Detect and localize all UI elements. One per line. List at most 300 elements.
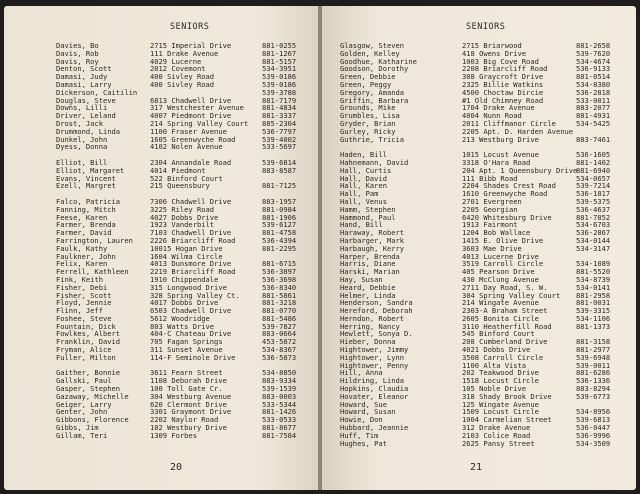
- right-page: [322, 6, 636, 490]
- student-address: 4014 Piedmont: [150, 165, 206, 175]
- student-address: 311 Sunset Avenue: [150, 345, 223, 355]
- student-address: 6503 Chadwell Drive: [150, 306, 232, 316]
- student-address: 2205 Georgian: [462, 204, 518, 214]
- yearbook-spread: [4, 6, 636, 490]
- student-address: 2226 Briarcliff Road: [150, 235, 236, 245]
- student-phone: 883-0664: [262, 329, 297, 339]
- student-address: 2103 Colice Road: [462, 430, 531, 440]
- student-phone: 881-0514: [576, 72, 611, 82]
- student-address: 1518 Locust Circle: [462, 376, 539, 386]
- student-phone: 881-0770: [262, 306, 297, 316]
- student-name: Douglas, Steve: [56, 95, 116, 105]
- student-name: Fowlkes, Albert: [56, 329, 121, 339]
- student-address: 214 Spring Valley Court: [150, 118, 249, 128]
- directory-list: [322, 42, 636, 447]
- student-phone: 881-4834: [262, 103, 297, 113]
- student-address: 204 Apt. 1 Queensbury Drive: [462, 165, 578, 175]
- student-phone: 536-8340: [262, 282, 297, 292]
- student-phone: 534-3951: [262, 64, 297, 74]
- student-phone: 881-0255: [262, 41, 297, 50]
- student-phone: 536-4394: [262, 235, 297, 245]
- student-phone: 881-1267: [262, 48, 297, 58]
- student-name: Hightower, Penny: [340, 360, 409, 370]
- student-name: Farmer, Brenda: [56, 220, 116, 230]
- student-phone: 533-0533: [262, 415, 297, 425]
- student-address: 2205 Apt. D. Harden Avenue: [462, 126, 574, 136]
- student-address: 125 Wingate Avenue: [462, 399, 539, 409]
- student-address: 3318 O'Hara Road: [462, 157, 531, 167]
- student-phone: 533-5344: [262, 399, 297, 409]
- student-name: Herring, Nancy: [340, 321, 400, 331]
- student-phone: 881-1426: [262, 407, 297, 417]
- student-address: 4500 Choctaw Dircie: [462, 87, 544, 97]
- student-name: Harbarger, Mark: [340, 235, 405, 245]
- student-name: Genter, John: [56, 407, 108, 417]
- student-name: Hildring, Linda: [340, 376, 405, 386]
- student-name: Fink, Keith: [56, 274, 103, 284]
- student-name: Hubbard, Jeannie: [340, 423, 409, 433]
- student-address: 215 Queensbury: [150, 181, 210, 191]
- student-name: Gibbons, Florence: [56, 415, 129, 425]
- directory-entry: [4, 354, 318, 362]
- student-phone: 539-6814: [262, 157, 297, 167]
- student-phone: 534-8956: [576, 407, 611, 417]
- student-address: 102 Westbury Drive: [150, 423, 227, 433]
- student-name: Felix, Karen: [56, 259, 108, 269]
- student-address: 4021 Dobbs Drive: [462, 345, 531, 355]
- student-address: 3603 Mae Drive: [462, 243, 522, 253]
- student-name: Hopkins, Claudia: [340, 384, 409, 394]
- student-name: Drummond, Linda: [56, 126, 121, 136]
- student-name: Feese, Karen: [56, 212, 108, 222]
- student-phone: 539-0186: [262, 79, 297, 89]
- student-address: 1003 Big Cove Road: [462, 56, 539, 66]
- student-name: Davis, Rob: [56, 48, 99, 58]
- student-phone: 534-5425: [576, 118, 611, 128]
- student-address: 315 Longwood Drive: [150, 282, 227, 292]
- student-phone: 534-1106: [576, 313, 611, 323]
- student-name: Hamm, Stephen: [340, 204, 396, 214]
- student-name: Hall, David: [340, 173, 387, 183]
- student-name: Herndon, Robert: [340, 313, 405, 323]
- student-name: Huff, Tim: [340, 430, 379, 440]
- student-address: 308 Graycroft Drive: [462, 72, 544, 82]
- student-phone: 881-5861: [262, 290, 297, 300]
- student-name: Davies, Bo: [56, 41, 99, 50]
- student-name: Hall, Venus: [340, 196, 387, 206]
- student-name: Harbaugh, Kerry: [340, 243, 405, 253]
- student-name: Golden, Kelley: [340, 48, 400, 58]
- student-name: Hahnemann, David: [340, 157, 409, 167]
- student-phone: 881-6940: [576, 165, 611, 175]
- student-phone: 881-1373: [576, 321, 611, 331]
- student-name: Guthrie, Tricia: [340, 134, 405, 144]
- student-phone: 881-4758: [262, 228, 297, 238]
- student-phone: 536-1817: [576, 189, 611, 199]
- directory-entry: [322, 136, 636, 144]
- student-name: Hightower, Lynn: [340, 352, 405, 362]
- student-phone: 536-1336: [576, 376, 611, 386]
- student-address: 4027 Dobbs Drive: [150, 212, 219, 222]
- student-name: Goodhue, Katharine: [340, 56, 417, 66]
- student-name: Foshee, Steve: [56, 313, 112, 323]
- student-phone: 534-8739: [576, 274, 611, 284]
- student-name: Dunkel, John: [56, 134, 108, 144]
- student-phone: 881-2977: [576, 345, 611, 355]
- student-phone: 883-2077: [576, 103, 611, 113]
- student-phone: 539-3788: [262, 87, 297, 97]
- student-phone: 534-0144: [576, 235, 611, 245]
- directory-entry: [4, 182, 318, 190]
- student-name: Damasi, Larry: [56, 79, 112, 89]
- student-name: Gibbs, Jim: [56, 423, 99, 433]
- student-phone: 533-5697: [262, 142, 297, 152]
- student-name: Elliot, Margaret: [56, 165, 125, 175]
- student-phone: 539-5375: [576, 196, 611, 206]
- left-page: [4, 6, 318, 490]
- student-phone: 881-5157: [262, 56, 297, 66]
- student-address: 1309 Forbes: [150, 430, 197, 440]
- student-name: Damasi, Judy: [56, 72, 108, 82]
- student-address: 2715 Imperial Drive: [150, 41, 232, 50]
- student-phone: 881-2958: [576, 290, 611, 300]
- student-phone: 536-9133: [576, 64, 611, 74]
- student-phone: 881-7125: [262, 181, 297, 191]
- student-phone: 533-0011: [576, 95, 611, 105]
- student-phone: 534-6703: [576, 220, 611, 230]
- student-name: Fuller, Milton: [56, 352, 116, 362]
- student-phone: 881-7179: [262, 95, 297, 105]
- student-address: 803 Watts Drive: [150, 321, 215, 331]
- student-address: 2304 Annandale Road: [150, 157, 232, 167]
- student-address: 4102 Nolen Avenue: [150, 142, 223, 152]
- student-address: 304 Spring Valley Court: [462, 290, 561, 300]
- student-name: Hall, Karen: [340, 181, 387, 191]
- student-address: 202 Teakwood Drive: [462, 368, 539, 378]
- student-name: Hammond, Paul: [340, 212, 396, 222]
- student-name: Haraway, Robert: [340, 228, 405, 238]
- student-name: Farmer, David: [56, 228, 112, 238]
- student-phone: 539-7827: [262, 321, 297, 331]
- student-phone: 534-3147: [576, 243, 611, 253]
- student-address: 4013 Dunsmore Drive: [150, 259, 232, 269]
- student-phone: 534-0657: [576, 173, 611, 183]
- student-name: Floyd, Jennie: [56, 298, 112, 308]
- student-name: Dyess, Donna: [56, 142, 108, 152]
- student-name: Hall, Pam: [340, 189, 379, 199]
- student-address: 1509 Locust Circle: [462, 407, 539, 417]
- student-address: 2605 Bonita Circle: [462, 313, 539, 323]
- student-phone: 539-3315: [576, 306, 611, 316]
- student-address: 2219 Briarcliff Road: [150, 267, 236, 277]
- student-address: 5612 Woodridge: [150, 313, 210, 323]
- student-address: 2012 Covemont: [150, 64, 206, 74]
- student-address: 100 Toll Gate Cr.: [150, 384, 223, 394]
- student-phone: 539-7214: [576, 181, 611, 191]
- student-name: Fanning, Mitch: [56, 204, 116, 214]
- student-phone: 883-0003: [262, 391, 297, 401]
- student-name: Evans, Vincent: [56, 173, 116, 183]
- student-name: Henderson, Sandra: [340, 298, 413, 308]
- student-phone: 536-9996: [576, 430, 611, 440]
- student-name: Gregory, Amanda: [340, 87, 405, 97]
- student-name: Geiger, Larry: [56, 399, 112, 409]
- student-name: Howard, Susan: [340, 407, 396, 417]
- student-phone: 881-7852: [576, 212, 611, 222]
- student-address: 2202 Naylor Road: [150, 415, 219, 425]
- student-address: 318 Shady Brook Drive: [462, 391, 552, 401]
- student-phone: 881-5486: [262, 313, 297, 323]
- student-address: 418 Owens Drive: [462, 48, 527, 58]
- student-phone: 881-4931: [576, 111, 611, 121]
- student-phone: 534-1089: [576, 259, 611, 269]
- student-address: 6420 Whitesburg Drive: [462, 212, 552, 222]
- student-address: #1 Old Chimney Road: [462, 95, 544, 105]
- student-address: 430 McClung Avenue: [462, 274, 539, 284]
- student-phone: 536-0447: [576, 423, 611, 433]
- student-phone: 883-9334: [262, 376, 297, 386]
- student-name: Faulkner, John: [56, 251, 116, 261]
- student-phone: 885-2304: [262, 118, 297, 128]
- student-address: 1100 Fraser Avenue: [150, 126, 227, 136]
- student-address: 4017 Dobbs Drive: [150, 298, 219, 308]
- page-heading: SENIORS: [170, 22, 210, 32]
- student-name: Harski, Marian: [340, 267, 400, 277]
- page-number: 21: [470, 462, 483, 473]
- student-address: 2204 Shades Crest Road: [462, 181, 556, 191]
- student-name: Hightower, Jimmy: [340, 345, 409, 355]
- student-address: 6813 Chadwell Drive: [150, 95, 232, 105]
- student-name: Gryder, Brian: [340, 118, 396, 128]
- student-phone: 539-1539: [262, 384, 297, 394]
- student-name: Hewlett, Sonya D.: [340, 329, 413, 339]
- student-address: 705 Fagan Springs: [150, 337, 223, 347]
- student-address: 404-C Chateau Drive: [150, 329, 232, 339]
- student-name: Franklin, David: [56, 337, 121, 347]
- directory-entry: [4, 143, 318, 151]
- student-phone: 881-3337: [262, 111, 297, 121]
- student-address: 1604 Wilma Circle: [150, 251, 223, 261]
- student-name: Hay, Susan: [340, 274, 383, 284]
- student-name: Green, Peggy: [340, 79, 392, 89]
- student-phone: 539-0011: [576, 360, 611, 370]
- student-address: 312 Drake Avenue: [462, 423, 531, 433]
- student-address: 114-F Seminole Drive: [150, 352, 236, 362]
- student-address: 2325 Billie Watkins: [462, 79, 544, 89]
- student-name: Grumbles, Lisa: [340, 111, 400, 121]
- student-name: Hovater, Eleanor: [340, 391, 409, 401]
- student-name: Glasgow, Steven: [340, 41, 405, 50]
- student-address: 2303-A Braham Street: [462, 306, 548, 316]
- student-phone: 883-8294: [576, 384, 611, 394]
- student-phone: 534-0141: [576, 282, 611, 292]
- student-address: 105 Noble Drive: [462, 384, 527, 394]
- student-address: 522 Binford Court: [150, 173, 223, 183]
- student-name: Gillam, Teri: [56, 430, 108, 440]
- student-name: Haden, Bill: [340, 150, 387, 160]
- student-phone: 881-0031: [576, 298, 611, 308]
- student-name: Gaither, Bonnie: [56, 368, 121, 378]
- student-address: 4013 Lucerne Drive: [462, 251, 539, 261]
- student-address: 1015 Locust Avenue: [462, 150, 539, 160]
- student-address: 4029 Lucerne: [150, 56, 202, 66]
- student-phone: 881-7584: [262, 430, 297, 440]
- student-name: Hand, Bill: [340, 220, 383, 230]
- student-phone: 539-6813: [576, 415, 611, 425]
- student-name: Drost, Jack: [56, 118, 103, 128]
- student-address: 111 Drake Avenue: [150, 48, 219, 58]
- student-address: 3301 Graymont Drive: [150, 407, 232, 417]
- student-address: 1704 Drake Avenue: [462, 103, 535, 113]
- student-address: 2715 Briarwood: [462, 41, 522, 50]
- student-name: Denton, Scott: [56, 64, 112, 74]
- student-name: Howard, Sue: [340, 399, 387, 409]
- student-phone: 883-1957: [262, 196, 297, 206]
- student-address: 3519 Carroll Circle: [462, 259, 544, 269]
- student-name: Flinn, Jeff: [56, 306, 103, 316]
- student-name: Fisher, Scott: [56, 290, 112, 300]
- student-address: 328 Spring Valley Ct.: [150, 290, 240, 300]
- page-number: 20: [170, 462, 183, 473]
- student-address: 1108 Deborah Drive: [150, 376, 227, 386]
- student-name: Gurley, Ricky: [340, 126, 396, 136]
- student-name: Downs, Lilli: [56, 103, 108, 113]
- student-phone: 881-2295: [262, 243, 297, 253]
- student-address: 3225 Riley Road: [150, 204, 215, 214]
- student-address: 3611 Fearn Street: [150, 368, 223, 378]
- page-heading: SENIORS: [466, 22, 506, 32]
- student-address: 620 Clermont Drive: [150, 399, 227, 409]
- student-address: 400 Sivley Road: [150, 72, 215, 82]
- directory-list: [4, 42, 318, 440]
- student-address: 4007 Piedmont Drive: [150, 111, 232, 121]
- student-name: Fountain, Dick: [56, 321, 116, 331]
- student-phone: 534-4674: [576, 56, 611, 66]
- student-address: 1004 Carmelian Street: [462, 415, 552, 425]
- student-phone: 536-2818: [576, 87, 611, 97]
- student-name: Green, Debbie: [340, 72, 396, 82]
- student-phone: 539-6773: [576, 391, 611, 401]
- student-phone: 881-1402: [576, 157, 611, 167]
- student-address: 2625 Pansy Street: [462, 438, 535, 448]
- student-address: 317 Westchester Avenue: [150, 103, 244, 113]
- student-name: Hughes, Pat: [340, 438, 387, 448]
- student-phone: 536-3897: [262, 267, 297, 277]
- student-phone: 883-8587: [262, 165, 297, 175]
- student-name: Dickerson, Caitilin: [56, 87, 138, 97]
- student-address: 3110 Heatherfill Road: [462, 321, 552, 331]
- student-address: 2011 Cliffmanor Circle: [462, 118, 556, 128]
- student-phone: 536-4637: [576, 204, 611, 214]
- student-phone: 881-2658: [576, 41, 611, 50]
- student-name: Hill, Anna: [340, 368, 383, 378]
- student-address: 2701 Evergreen: [462, 196, 522, 206]
- student-name: Hall, Curtis: [340, 165, 392, 175]
- student-name: Griffin, Barbara: [340, 95, 409, 105]
- student-phone: 453-5872: [262, 337, 297, 347]
- student-address: 545 Binford Court: [462, 329, 535, 339]
- student-phone: 881-3218: [262, 298, 297, 308]
- student-phone: 881-3158: [576, 337, 611, 347]
- student-phone: 536-5873: [262, 352, 297, 362]
- student-phone: 539-6948: [576, 352, 611, 362]
- student-name: Howie, Don: [340, 415, 383, 425]
- student-phone: 534-8380: [576, 79, 611, 89]
- student-name: Ezell, Margret: [56, 181, 116, 191]
- student-address: 213 Westburg Drive: [462, 134, 539, 144]
- student-phone: 881-0984: [262, 204, 297, 214]
- student-phone: 539-6127: [262, 220, 297, 230]
- student-address: 1910 Chippendale: [150, 274, 219, 284]
- student-name: Ferrell, Kathleen: [56, 267, 129, 277]
- student-name: Driver, Leland: [56, 111, 116, 121]
- student-phone: 536-7797: [262, 126, 297, 136]
- student-address: 1415 E. Olive Drive: [462, 235, 544, 245]
- student-name: Grounds, Mike: [340, 103, 396, 113]
- directory-entry: [4, 432, 318, 440]
- student-phone: 881-5520: [576, 267, 611, 277]
- student-phone: 883-7461: [576, 134, 611, 144]
- student-phone: 539-0186: [262, 72, 297, 82]
- student-name: Goodson, Dorothy: [340, 64, 409, 74]
- student-address: 111 Bibb Road: [462, 173, 518, 183]
- student-name: Gasper, Stephen: [56, 384, 121, 394]
- directory-entry: [322, 440, 636, 448]
- student-address: 2208 Briarcliff Road: [462, 64, 548, 74]
- student-phone: 534-3509: [576, 438, 611, 448]
- student-name: Hieber, Donna: [340, 337, 396, 347]
- student-name: Harper, Brenda: [340, 251, 400, 261]
- student-name: Fisher, Debi: [56, 282, 108, 292]
- student-phone: 536-1605: [576, 150, 611, 160]
- student-name: Fryman, Alice: [56, 345, 112, 355]
- student-phone: 881-6715: [262, 259, 297, 269]
- student-address: 208 Cumberland Drive: [462, 337, 548, 347]
- student-name: Hereford, Deborah: [340, 306, 413, 316]
- student-phone: 881-1906: [262, 212, 297, 222]
- student-name: Heard, Debbie: [340, 282, 396, 292]
- student-address: 1605 Greenwyche Road: [150, 134, 236, 144]
- student-address: 3508 Carroll Circle: [462, 352, 544, 362]
- student-address: 10015 Hogan Drive: [150, 243, 223, 253]
- student-name: Helmer, Linda: [340, 290, 396, 300]
- student-phone: 536-3698: [262, 274, 297, 284]
- student-address: 304 Westburg Avenue: [150, 391, 232, 401]
- student-phone: 539-7620: [576, 48, 611, 58]
- student-phone: 539-4002: [262, 134, 297, 144]
- student-address: 2711 Day Road, S. W.: [462, 282, 548, 292]
- student-address: 1923 Vanderbilt: [150, 220, 215, 230]
- student-phone: 536-2867: [576, 228, 611, 238]
- student-address: 214 Wingate Avenue: [462, 298, 539, 308]
- student-name: Davis, Roy: [56, 56, 99, 66]
- student-address: 1204 Bob Wallace: [462, 228, 531, 238]
- student-name: Elliot, Bill: [56, 157, 108, 167]
- student-name: Gazaway, Michelle: [56, 391, 129, 401]
- student-address: 7306 Chadwell Drive: [150, 196, 232, 206]
- student-name: Farrington, Lauren: [56, 235, 133, 245]
- student-address: 400 Sivley Road: [150, 79, 215, 89]
- student-name: Faulk, Kathy: [56, 243, 108, 253]
- student-phone: 534-8850: [262, 368, 297, 378]
- student-address: 1100 Alta Vista: [462, 360, 527, 370]
- student-address: 4004 Nunn Road: [462, 111, 522, 121]
- student-address: 1610 Greenwyche Road: [462, 189, 548, 199]
- student-address: 7103 Chadwell Drive: [150, 228, 232, 238]
- student-address: 1913 Fairmont: [462, 220, 518, 230]
- student-phone: 534-8367: [262, 345, 297, 355]
- student-name: Falco, Patricia: [56, 196, 121, 206]
